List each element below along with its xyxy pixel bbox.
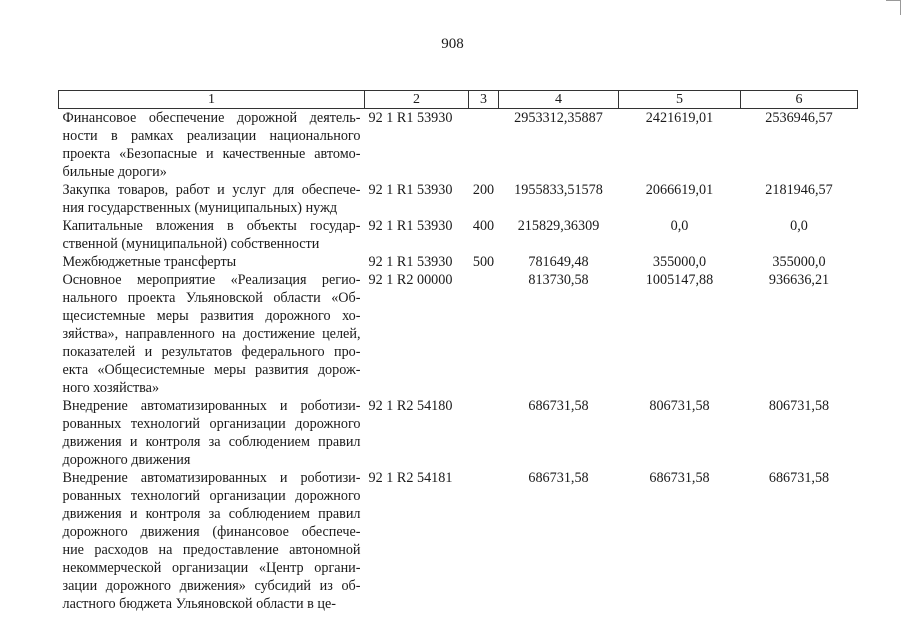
row-name-line: ластного бюджета Ульяновской области в це- xyxy=(62,596,336,612)
row-name-line: показателей и результатов федерального про- xyxy=(62,344,361,360)
header-col-6: 6 xyxy=(741,91,858,109)
row-name xyxy=(59,217,365,253)
row-name-line: ного хозяйства» xyxy=(62,380,160,396)
row-name-line: Внедрение автоматизированных и роботизи- xyxy=(62,398,361,414)
row-name-line: екта «Общесистемные меры развития дорож- xyxy=(62,362,361,378)
header-col-4: 4 xyxy=(499,91,619,109)
header-col-3: 3 xyxy=(469,91,499,109)
row-value-col5: 355000,0 xyxy=(652,254,707,270)
row-name-line: щесистемные меры развития дорожного хо- xyxy=(62,308,361,324)
table-row xyxy=(59,109,858,182)
header-row xyxy=(59,91,858,109)
row-name-line: зации дорожного движения» субсидий из об- xyxy=(62,578,361,594)
row-value-col5: 2421619,01 xyxy=(645,110,714,126)
row-code: 92 1 R2 54181 xyxy=(368,470,453,486)
row-expense-type: 200 xyxy=(472,182,495,198)
row-value-col4: 813730,58 xyxy=(528,272,589,288)
row-value-col4: 215829,36309 xyxy=(517,218,600,234)
row-name xyxy=(59,181,365,217)
row-name-line: ности в рамках реализации национального xyxy=(62,128,361,144)
row-value-col6: 2181946,57 xyxy=(765,182,833,198)
row-name xyxy=(59,271,365,397)
row-name-line: нального проекта Ульяновской области «Об- xyxy=(62,290,361,306)
row-name xyxy=(59,469,365,613)
row-value-col5: 686731,58 xyxy=(649,470,710,486)
row-value-col5: 1005147,88 xyxy=(645,272,714,288)
row-value-col6: 355000,0 xyxy=(772,254,826,270)
row-code: 92 1 R1 53930 xyxy=(368,254,453,270)
row-name-line: Основное мероприятие «Реализация регио- xyxy=(62,272,361,288)
row-name-line: ния государственных (муниципальных) нужд xyxy=(62,200,338,216)
row-value-col6: 2536946,57 xyxy=(765,110,833,126)
row-name-line: ние расходов на предоставление автономной xyxy=(62,542,361,558)
row-name-line: Закупка товаров, работ и услуг для обеспече- xyxy=(62,182,361,198)
row-name-line: ственной (муниципальной) собственности xyxy=(62,236,320,252)
row-value-col5: 0,0 xyxy=(670,218,689,234)
row-value-col6: 686731,58 xyxy=(768,470,830,486)
row-value-col4: 2953312,35887 xyxy=(514,110,603,126)
page-number: 908 xyxy=(441,36,464,52)
row-code: 92 1 R1 53930 xyxy=(368,110,453,126)
row-value-col6: 806731,58 xyxy=(768,398,830,414)
header-col-5: 5 xyxy=(619,91,741,109)
row-name-line: рованных технологий организации дорожного xyxy=(62,416,361,432)
row-value-col6: 0,0 xyxy=(790,218,808,234)
row-value-col4: 1955833,51578 xyxy=(514,182,603,198)
table-row xyxy=(59,181,858,217)
row-value-col5: 2066619,01 xyxy=(645,182,714,198)
row-expense-type xyxy=(469,271,499,397)
row-name-line: бильные дороги» xyxy=(62,164,167,180)
row-name-line: дорожного движения (финансовое обеспече- xyxy=(62,524,361,540)
row-expense-type: 400 xyxy=(472,218,495,234)
row-code: 92 1 R2 00000 xyxy=(368,272,453,288)
table-row xyxy=(59,217,858,253)
table-row xyxy=(59,397,858,469)
row-name-line: Внедрение автоматизированных и роботизи- xyxy=(62,470,361,486)
row-name xyxy=(59,109,365,182)
header-col-2: 2 xyxy=(365,91,469,109)
row-name-line: Межбюджетные трансферты xyxy=(62,254,237,270)
row-expense-type xyxy=(469,109,499,182)
row-code: 92 1 R2 54180 xyxy=(368,398,453,414)
header-col-1: 1 xyxy=(59,91,365,109)
row-value-col4: 686731,58 xyxy=(528,398,589,414)
row-expense-type xyxy=(469,397,499,469)
table-body xyxy=(59,109,858,614)
row-name-line: движения и контроля за соблюдением правил xyxy=(62,434,361,450)
row-expense-type: 500 xyxy=(472,254,495,270)
row-name-line: некоммерческой организации «Центр органи- xyxy=(62,560,361,576)
row-name-line: рованных технологий организации дорожного xyxy=(62,488,361,504)
row-value-col4: 686731,58 xyxy=(528,470,589,486)
table-row xyxy=(59,271,858,397)
row-value-col4: 781649,48 xyxy=(528,254,589,270)
page-corner-mark xyxy=(886,0,901,15)
row-name-line: проекта «Безопасные и качественные автомо- xyxy=(62,146,361,162)
row-code: 92 1 R1 53930 xyxy=(368,182,453,198)
row-name-line: движения и контроля за соблюдением правил xyxy=(62,506,361,522)
row-name-line: дорожного движения xyxy=(62,452,191,468)
row-name-line: зяйства», направленного на достижение целей, xyxy=(62,326,361,342)
row-value-col6: 936636,21 xyxy=(768,272,830,288)
row-name xyxy=(59,397,365,469)
row-expense-type xyxy=(469,469,499,613)
row-value-col5: 806731,58 xyxy=(649,398,710,414)
row-code: 92 1 R1 53930 xyxy=(368,218,453,234)
budget-table xyxy=(58,90,858,613)
table-header xyxy=(59,91,858,109)
row-name-line: Финансовое обеспечение дорожной деятель- xyxy=(62,110,361,126)
table-row xyxy=(59,469,858,613)
table-row xyxy=(59,253,858,271)
row-name-line: Капитальные вложения в объекты государ- xyxy=(62,218,361,234)
row-name xyxy=(59,253,365,271)
